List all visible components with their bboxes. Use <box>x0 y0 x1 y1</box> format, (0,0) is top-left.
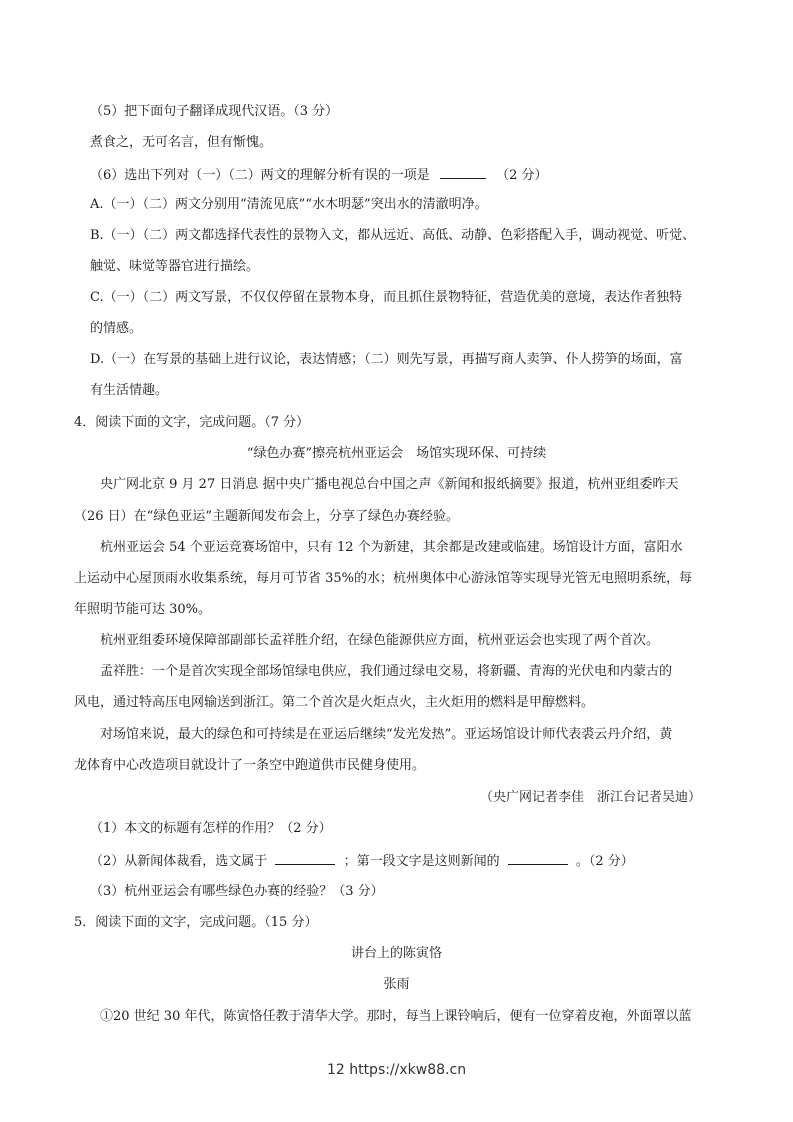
q4-source: （央广网记者李佳 浙江台记者吴迪） <box>480 790 702 805</box>
q4-paragraph-2-line2: 上运动中心屋顶雨水收集系统，每月可节省 35%的水；杭州奥体中心游泳馆等实现导光管无电照明系统，每 <box>74 571 693 586</box>
q4-heading: 4．阅读下面的文字，完成问题。（7 分） <box>74 415 310 430</box>
q5-heading: 5．阅读下面的文字，完成问题。（15 分） <box>74 915 318 930</box>
answer-blank[interactable] <box>440 165 486 179</box>
q4-subquestion-2 <box>90 851 634 871</box>
q3-option-b-line1: B.（一）（二）两文都选择代表性的景物入文，都从远近、高低、动静、色彩搭配入手，调动视觉、听觉、 <box>90 228 696 243</box>
q3-item6-prefix: （6）选出下列对（一）（二）两文的理解分析有误的一项是 <box>90 168 430 183</box>
q4-subquestion-1: （1）本文的标题有怎样的作用？（2 分） <box>90 821 332 836</box>
q4-paragraph-5-line2: 龙体育中心改造项目就设计了一条空中跑道供市民健身使用。 <box>74 758 426 773</box>
q4-paragraph-2-line1: 杭州亚运会 54 个亚运竞赛场馆中，只有 12 个为新建，其余都是改建或临建。场馆设计方面，富阳水 <box>100 540 683 555</box>
answer-blank-genre[interactable] <box>275 851 335 865</box>
q4-subquestion-2-part-b: ；第一段文字是这则新闻的 <box>343 854 500 869</box>
q3-item5-sentence: 煮食之，无可名言，但有惭愧。 <box>90 135 273 150</box>
q4-subquestion-2-part-a: （2）从新闻体裁看，选文属于 <box>90 854 268 869</box>
q5-author: 张雨 <box>383 977 410 992</box>
answer-blank-section[interactable] <box>508 851 568 865</box>
q3-option-d-line1: D.（一）在写景的基础上进行议论，表达情感；（二）则先写景，再描写商人卖笋、仆人捞笋的场面，富 <box>90 352 683 367</box>
q4-article-title: “绿色办赛”擦亮杭州亚运会 场馆实现环保、可持续 <box>246 446 547 461</box>
q5-article-title: 讲台上的陈寅恪 <box>350 946 442 961</box>
q4-paragraph-1-line2: （26 日）在“绿色亚运”主题新闻发布会上，分享了绿色办赛经验。 <box>74 509 459 524</box>
q3-option-c-line1: C.（一）（二）两文写景，不仅仅停留在景物本身，而且抓住景物特征，营造优美的意境，表达作者独特 <box>90 290 683 305</box>
q3-option-a: A.（一）（二）两文分别用“清流见底”“水木明瑟”突出水的清澈明净。 <box>90 197 488 212</box>
q4-paragraph-2-line3: 年照明节能可达 30%。 <box>74 602 212 617</box>
q5-paragraph-1: ①20 世纪 30 年代，陈寅恪任教于清华大学。那时，每当上课铃响后，便有一位穿着皮袍，外面罩以蓝 <box>100 1009 692 1024</box>
q3-option-c-line2: 的情感。 <box>90 321 143 336</box>
q4-paragraph-1-line1: 央广网北京 9 月 27 日消息 据中央广播电视总台中国之声《新闻和报纸摘要》报道，杭州亚组委昨天 <box>100 477 679 492</box>
q4-paragraph-4-line1: 孟祥胜：一个是首次实现全部场馆绿电供应，我们通过绿电交易，将新疆、青海的光伏电和内蒙古的 <box>100 664 673 679</box>
q3-option-b-line2: 触觉、味觉等器官进行描绘。 <box>90 259 260 274</box>
page-footer: 12 https://xkw88.cn <box>326 1062 467 1078</box>
q4-subquestion-3: （3）杭州亚运会有哪些绿色办赛的经验？（3 分） <box>90 884 384 899</box>
q4-subquestion-2-part-c: 。（2 分） <box>575 854 634 869</box>
q3-item5: （5）把下面句子翻译成现代汉语。（3 分） <box>90 104 339 119</box>
q3-item6-suffix: （2 分） <box>496 168 548 183</box>
q4-paragraph-5-line1: 对场馆来说，最大的绿色和可持续是在亚运后继续“发光发热”。亚运场馆设计师代表裘云丹介绍，黄 <box>100 727 673 742</box>
q4-paragraph-4-line2: 风电，通过特高压电网输送到浙江。第二个首次是火炬点火，主火炬用的燃料是甲醇燃料。 <box>74 695 595 710</box>
q3-item6 <box>90 165 547 185</box>
q3-option-d-line2: 有生活情趣。 <box>90 383 169 398</box>
q4-paragraph-3: 杭州亚组委环境保障部副部长孟祥胜介绍，在绿色能源供应方面，杭州亚运会也实现了两个首次。 <box>100 633 660 648</box>
